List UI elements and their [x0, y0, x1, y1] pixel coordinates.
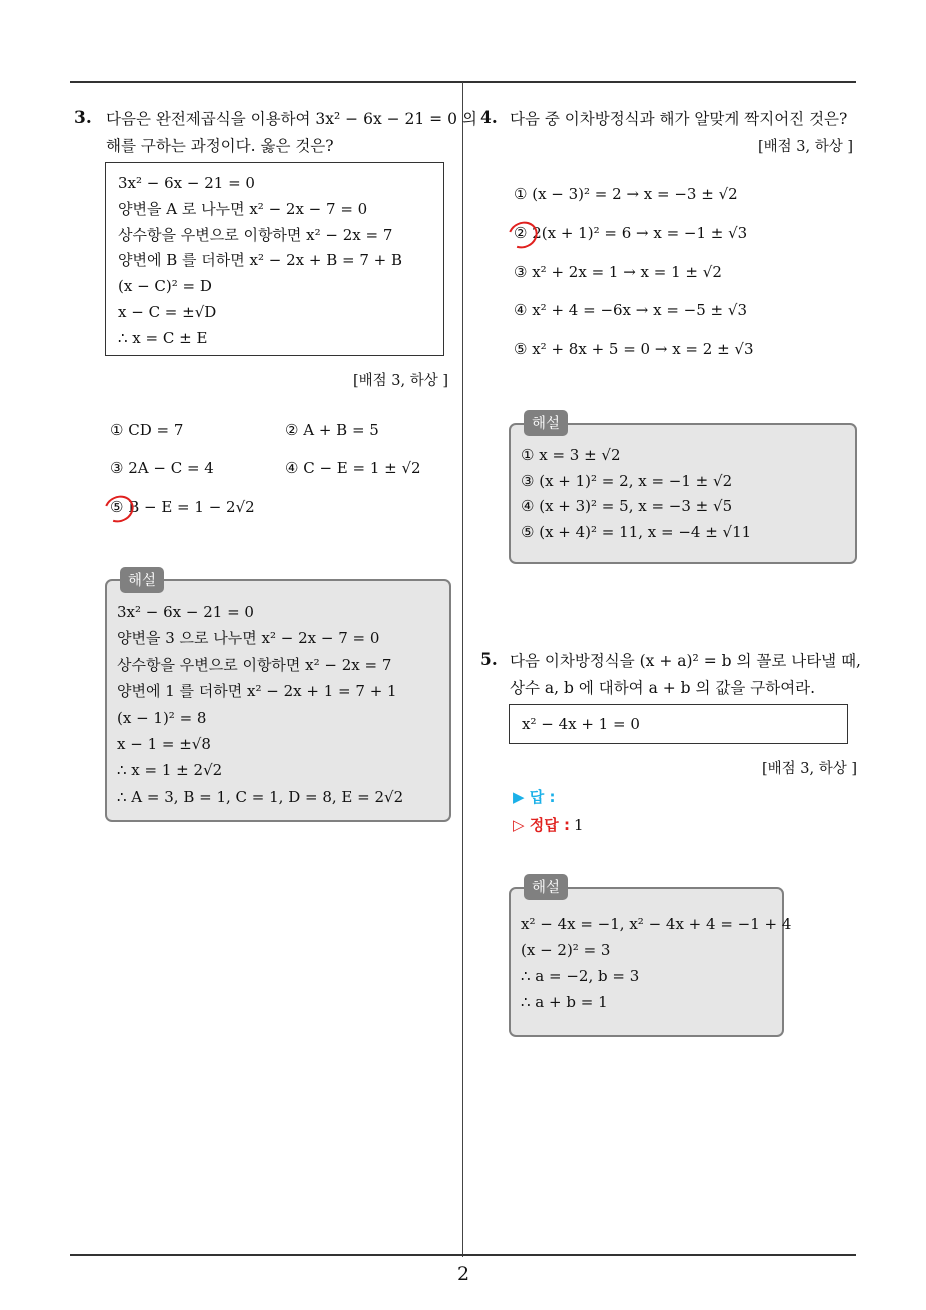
- correct-value: 1: [573, 816, 584, 834]
- answer-mark-circle: [504, 217, 542, 253]
- correct-answer: [513, 814, 584, 835]
- question-text-line2: 해를 구하는 과정이다. 옳은 것은?: [106, 137, 334, 155]
- solution-line: x − 1 = ±√8: [117, 735, 211, 754]
- correct-label: ▷ 정답 :: [513, 816, 570, 834]
- option-5[interactable]: ⑤ x² + 8x + 5 = 0 → x = 2 ± √3: [514, 340, 754, 358]
- process-line: ∴ x = C ± E: [118, 328, 208, 347]
- top-rule: [70, 81, 856, 83]
- solution-tag: 해설: [524, 410, 568, 436]
- process-line: x − C = ±√D: [118, 302, 217, 321]
- option-5[interactable]: ⑤ B − E = 1 − 2√2: [110, 498, 255, 516]
- process-line: 상수항을 우변으로 이항하면 x² − 2x = 7: [118, 225, 393, 244]
- bottom-rule: [70, 1254, 856, 1256]
- score-label: [배점 3, 하상 ]: [352, 373, 448, 389]
- option-4[interactable]: ④ x² + 4 = −6x → x = −5 ± √3: [514, 301, 747, 319]
- equation-box: [509, 704, 848, 744]
- solution-line: ∴ A = 3, B = 1, C = 1, D = 8, E = 2√2: [117, 787, 404, 806]
- answer-mark-circle: [100, 491, 138, 527]
- question-text-line1: 다음은 완전제곱식을 이용하여 3x² − 6x − 21 = 0 의: [106, 110, 477, 128]
- option-1[interactable]: ① CD = 7: [110, 421, 184, 439]
- solution-box: [509, 423, 857, 564]
- solution-line: ⑤ (x + 4)² = 11, x = −4 ± √11: [521, 522, 752, 541]
- solution-line: ∴ a + b = 1: [521, 993, 608, 1011]
- solution-line: x² − 4x = −1, x² − 4x + 4 = −1 + 4: [521, 915, 792, 933]
- option-1[interactable]: ① (x − 3)² = 2 → x = −3 ± √2: [514, 185, 738, 203]
- solution-line: ③ (x + 1)² = 2, x = −1 ± √2: [521, 471, 733, 490]
- question-number: 5.: [480, 650, 498, 670]
- solution-box: [105, 579, 451, 822]
- process-box: [105, 162, 444, 356]
- solution-box: [509, 887, 792, 1037]
- solution-line: ① x = 3 ± √2: [521, 446, 621, 464]
- question-text-line2: 상수 a, b 에 대하여 a + b 의 값을 구하여라.: [510, 679, 816, 697]
- process-line: (x − C)² = D: [118, 277, 212, 296]
- question-text-line1: 다음 이차방정식을 (x + a)² = b 의 꼴로 나타낼 때,: [510, 652, 861, 670]
- solution-line: ∴ a = −2, b = 3: [521, 967, 640, 985]
- question-number: 4.: [480, 108, 498, 128]
- score-label: [배점 3, 하상 ]: [757, 139, 853, 155]
- process-line: 양변에 B 를 더하면 x² − 2x + B = 7 + B: [118, 251, 403, 270]
- solution-line: 양변에 1 를 더하면 x² − 2x + 1 = 7 + 1: [117, 682, 397, 701]
- solution-line: 상수항을 우변으로 이항하면 x² − 2x = 7: [117, 655, 392, 674]
- option-2[interactable]: ② A + B = 5: [285, 421, 379, 439]
- option-2[interactable]: ② 2(x + 1)² = 6 → x = −1 ± √3: [514, 224, 748, 242]
- solution-line: ∴ x = 1 ± 2√2: [117, 761, 223, 780]
- solution-line: 3x² − 6x − 21 = 0: [117, 603, 254, 621]
- process-line: 3x² − 6x − 21 = 0: [118, 174, 255, 192]
- solution-line: 양변을 3 으로 나누면 x² − 2x − 7 = 0: [117, 629, 380, 648]
- column-divider: [462, 82, 463, 1257]
- option-4[interactable]: ④ C − E = 1 ± √2: [285, 459, 421, 477]
- page-number: 2: [456, 1263, 470, 1285]
- process-line: 양변을 A 로 나누면 x² − 2x − 7 = 0: [118, 199, 368, 218]
- option-3[interactable]: ③ 2A − C = 4: [110, 459, 214, 477]
- score-label: [배점 3, 하상 ]: [761, 761, 857, 777]
- solution-line: ④ (x + 3)² = 5, x = −3 ± √5: [521, 497, 733, 516]
- solution-tag: 해설: [120, 567, 164, 593]
- option-3[interactable]: ③ x² + 2x = 1 → x = 1 ± √2: [514, 263, 722, 281]
- solution-line: (x − 1)² = 8: [117, 708, 207, 727]
- answer-label: ▶ 답 :: [513, 788, 556, 806]
- solution-tag: 해설: [524, 874, 568, 900]
- solution-line: (x − 2)² = 3: [521, 941, 611, 959]
- question-text: 다음 중 이차방정식과 해가 알맞게 짝지어진 것은?: [510, 110, 848, 128]
- question-number: 3.: [74, 108, 92, 128]
- equation: x² − 4x + 1 = 0: [522, 715, 640, 733]
- answer-input-label[interactable]: [513, 786, 555, 807]
